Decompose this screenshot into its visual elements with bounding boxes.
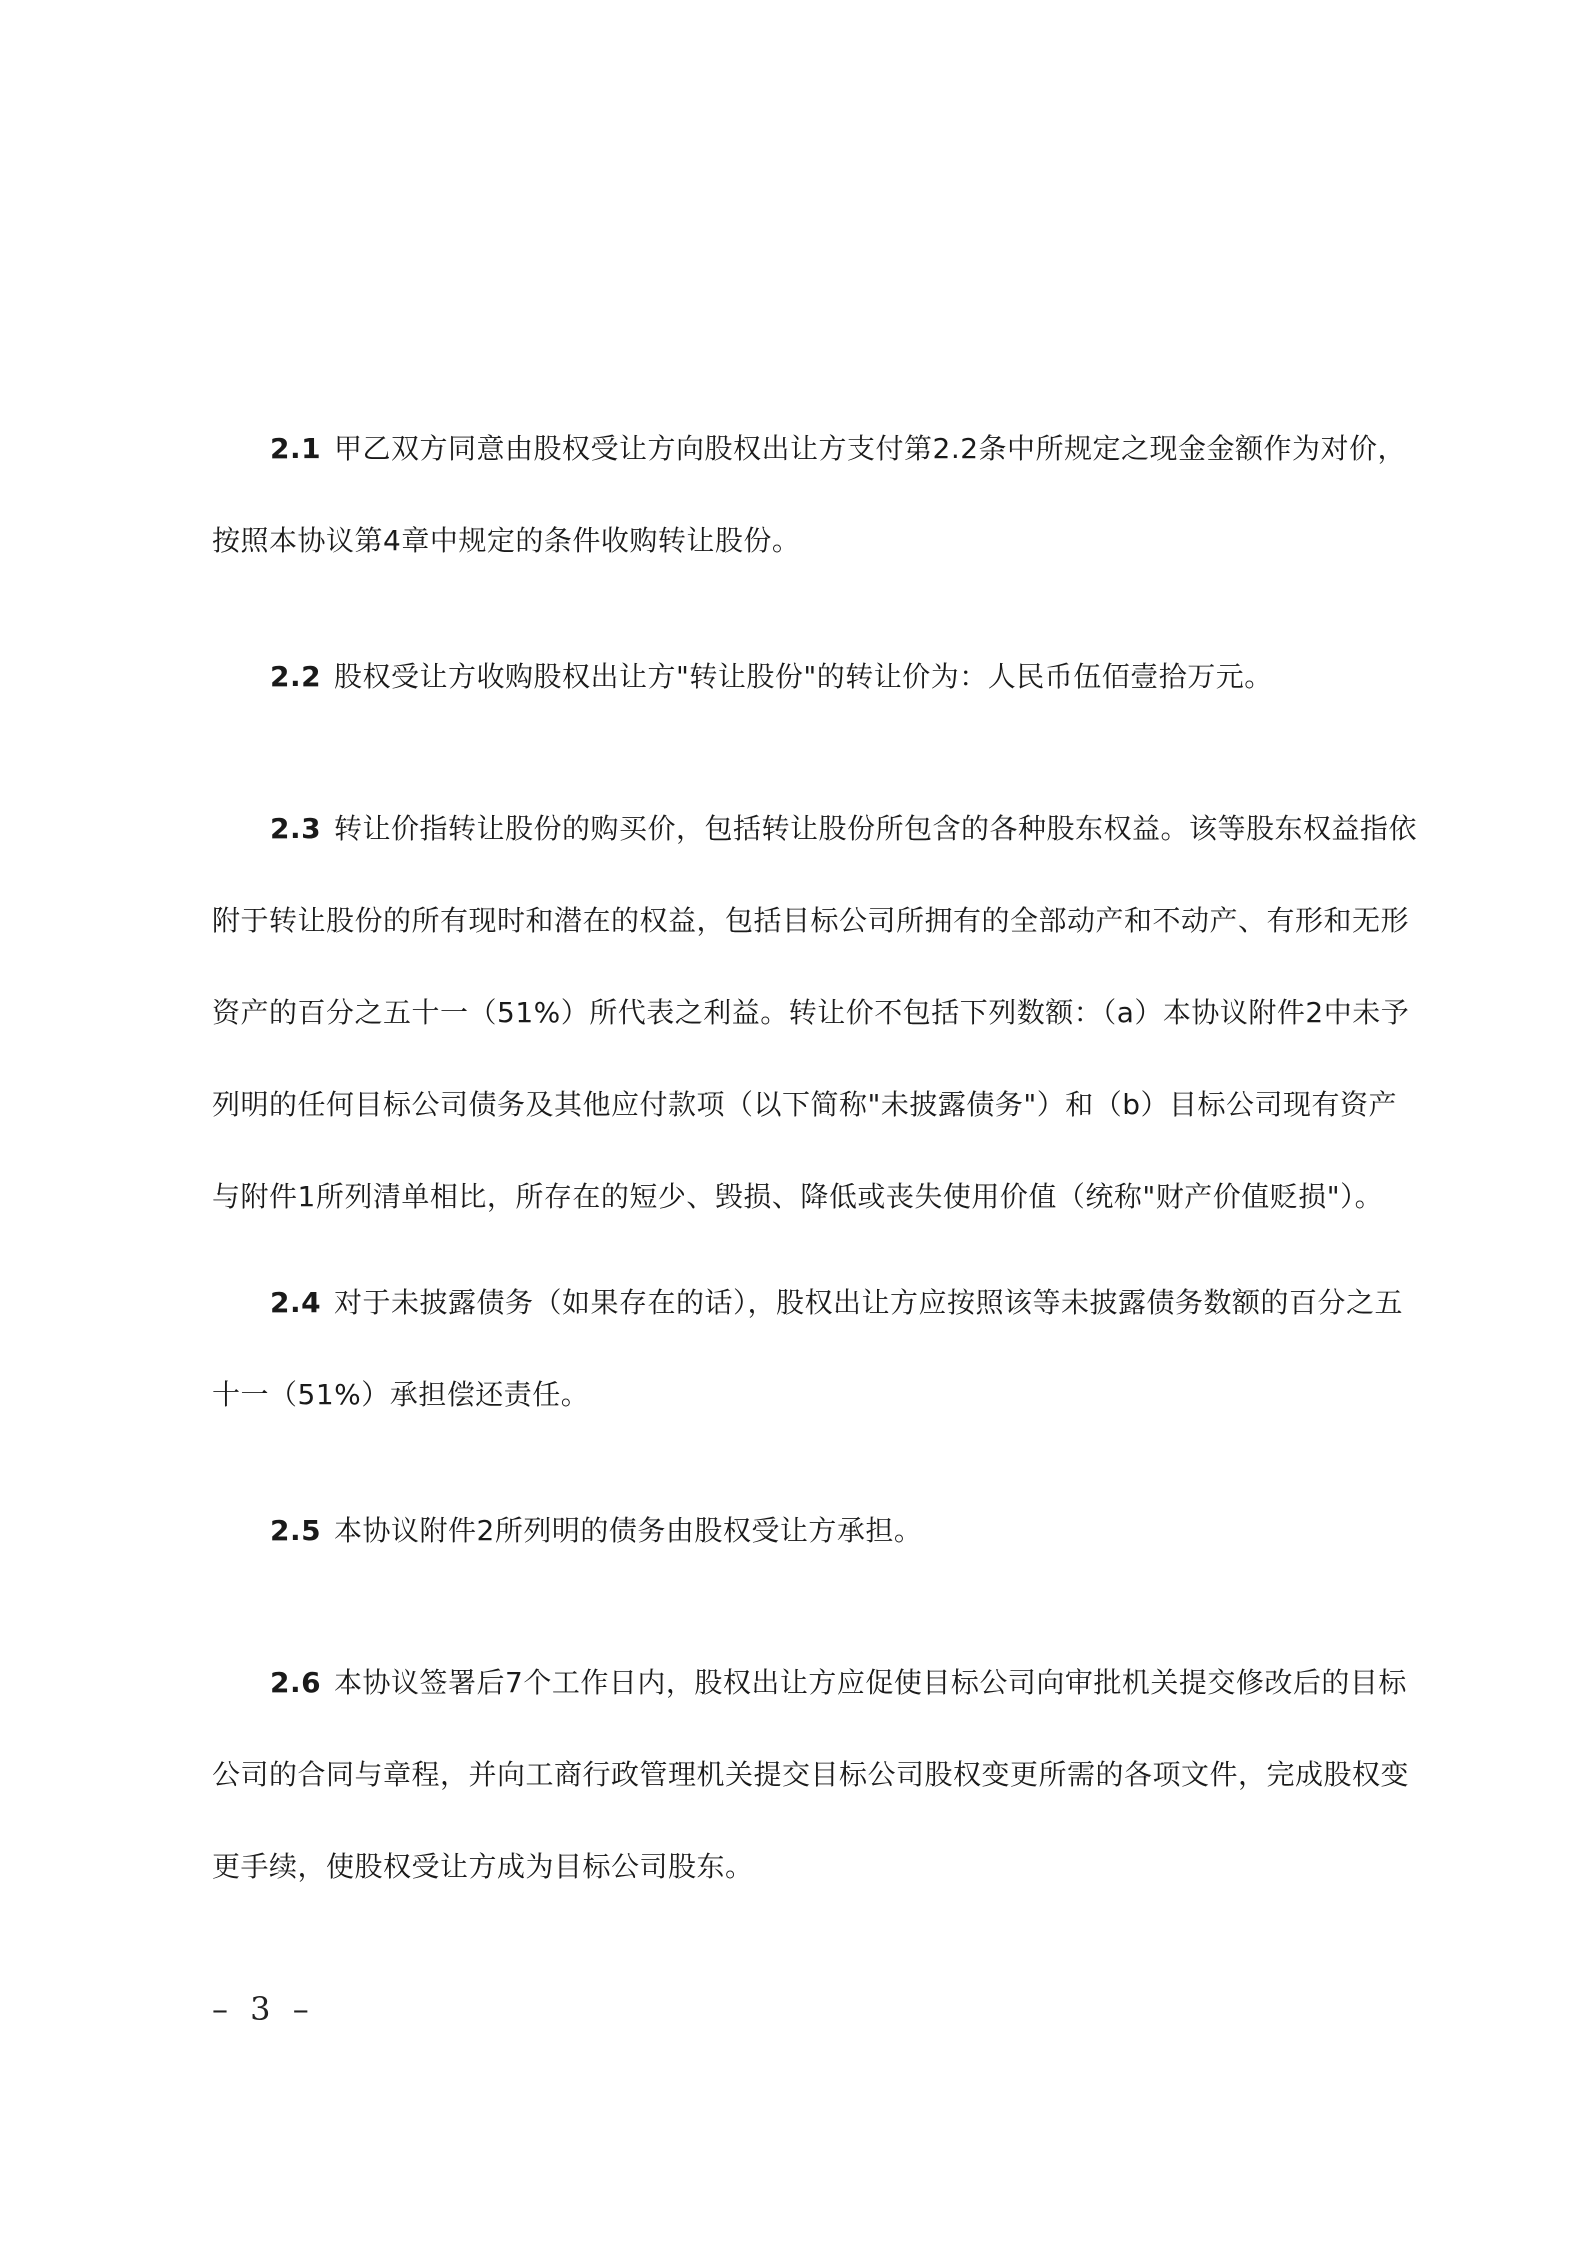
clause-line: 列明的任何目标公司债务及其他应付款项（以下简称"未披露债务"）和（b）目标公司现有资产 xyxy=(212,1088,1398,1121)
clause-line xyxy=(212,783,1418,875)
clause-2-3 xyxy=(212,783,1418,1243)
clause-line: 更手续，使股权受让方成为目标公司股东。 xyxy=(212,1850,754,1883)
clause-line xyxy=(212,1485,1392,1577)
clause-text: 本协议签署后7个工作日内，股权出让方应促使目标公司向审批机关提交修改后的目标 xyxy=(334,1666,1407,1699)
clause-number: 2.4 xyxy=(270,1286,322,1319)
clause-2-2 xyxy=(212,631,1392,723)
clause-line: 资产的百分之五十一（51%）所代表之利益。转让价不包括下列数额：（a）本协议附件2中未予 xyxy=(212,996,1410,1029)
clause-line xyxy=(212,403,1407,495)
clause-line xyxy=(212,631,1392,723)
clause-line xyxy=(212,1637,1407,1729)
clause-line: 公司的合同与章程，并向工商行政管理机关提交目标公司股权变更所需的各项文件，完成股权变 xyxy=(212,1758,1410,1791)
clause-text: 转让价指转让股份的购买价，包括转让股份所包含的各种股东权益。该等股东权益指依 xyxy=(334,812,1418,845)
clause-line xyxy=(212,1257,1404,1349)
clause-2-5 xyxy=(212,1485,1392,1577)
clause-line: 十一（51%）承担偿还责任。 xyxy=(212,1378,590,1411)
clause-number: 2.6 xyxy=(270,1666,322,1699)
clause-text: 本协议附件2所列明的债务由股权受让方承担。 xyxy=(334,1514,923,1547)
clause-2-6 xyxy=(212,1637,1410,1913)
clause-line: 按照本协议第4章中规定的条件收购转让股份。 xyxy=(212,524,801,557)
clause-number: 2.3 xyxy=(270,812,322,845)
clause-2-4 xyxy=(212,1257,1404,1441)
clause-line: 附于转让股份的所有现时和潜在的权益，包括目标公司所拥有的全部动产和不动产、有形和无形 xyxy=(212,904,1410,937)
clause-text: 甲乙双方同意由股权受让方向股权出让方支付第2.2条中所规定之现金金额作为对价， xyxy=(334,432,1407,465)
clause-text: 股权受让方收购股权出让方"转让股份"的转让价为：人民币伍佰壹拾万元。 xyxy=(334,660,1273,693)
page-number: – 3 – xyxy=(212,1990,315,2028)
clause-text: 对于未披露债务（如果存在的话），股权出让方应按照该等未披露债务数额的百分之五 xyxy=(334,1286,1404,1319)
clause-2-1 xyxy=(212,403,1407,587)
clause-line: 与附件1所列清单相比，所存在的短少、毁损、降低或丧失使用价值（统称"财产价值贬损"）。 xyxy=(212,1180,1384,1213)
clause-number: 2.1 xyxy=(270,432,322,465)
clause-number: 2.2 xyxy=(270,660,322,693)
clause-number: 2.5 xyxy=(270,1514,322,1547)
